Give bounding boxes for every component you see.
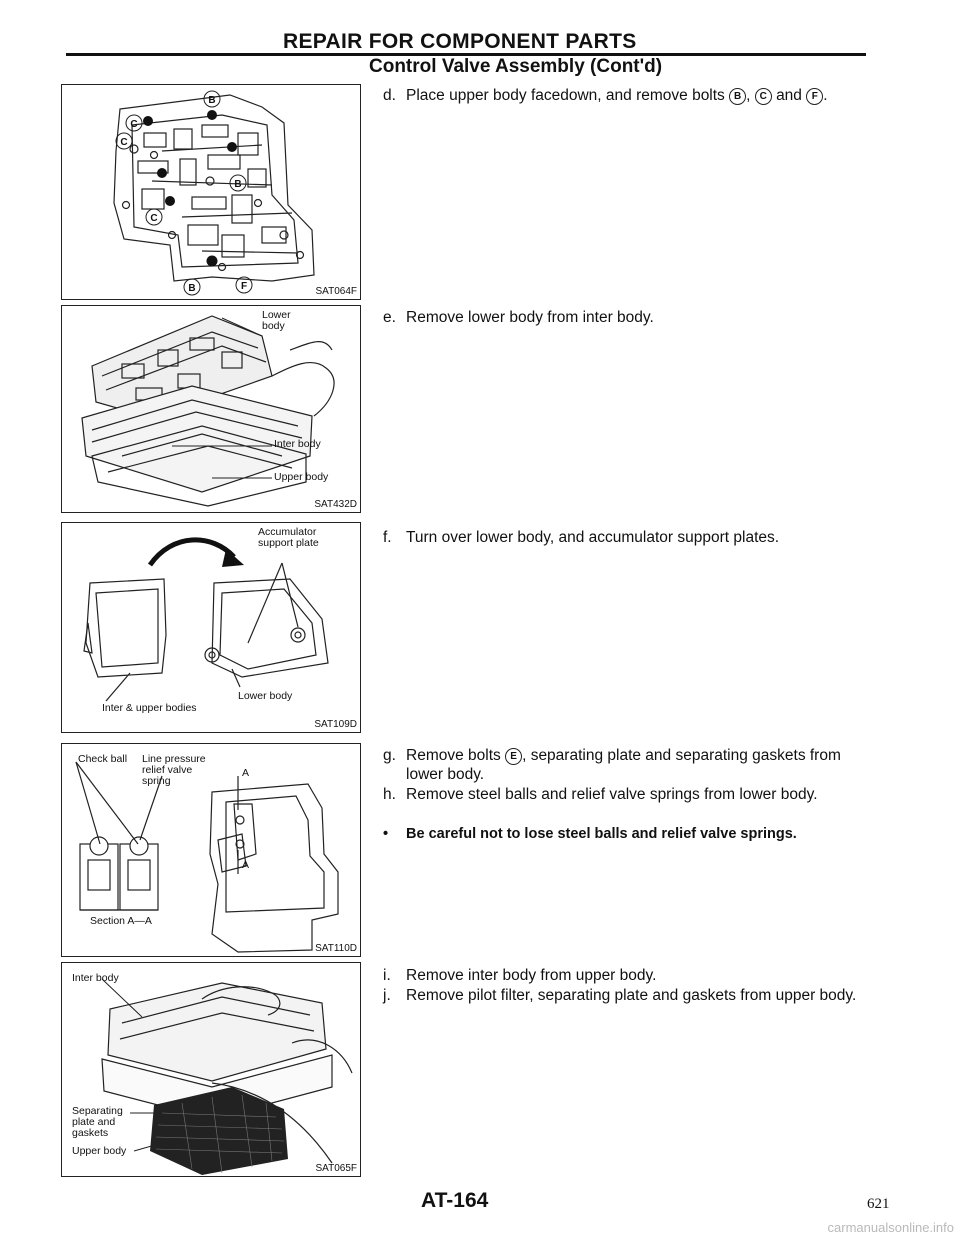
bolt-label-f: F [240,281,248,292]
step-text: Remove pilot filter, separating plate and gaskets from upper body. [406,987,857,1004]
page-number: 621 [867,1196,890,1212]
bolt-label-c: C [130,119,138,130]
figure-sat110d [61,743,361,957]
bolt-label-b: B [208,95,216,106]
figure-code: SAT432D [314,499,357,510]
step-text: Turn over lower body, and accumulator support plates. [406,529,780,546]
step-text: Remove lower body from inter body. [406,309,654,326]
callout-section-a-a: Section A—A [90,915,152,927]
bolt-label-c: C [150,213,158,224]
figure-code: SAT109D [314,719,357,730]
step-marker: i. [383,967,391,984]
step-text: Remove steel balls and relief valve springs from lower body. [406,786,818,803]
bolt-symbol-b: B [729,88,746,105]
figure-code: SAT065F [315,1163,357,1174]
bolt-label-c: C [120,137,128,148]
step-marker: g. [383,747,396,764]
step-h [383,785,873,804]
figure-code: SAT110D [315,943,357,954]
step-text: Place upper body facedown, and remove bolts B , C and F . [406,87,828,104]
callout-separating-plate-and-gaskets: Separating plate and gaskets [72,1105,123,1139]
callout-upper-body: Upper body [72,1145,127,1157]
step-marker: h. [383,786,396,803]
callout-inter-body: Inter body [72,972,119,984]
callout-inter-body: Inter body [274,438,321,450]
figure-sat064f [61,84,361,300]
callout-lower-body: Lower body [262,309,291,332]
watermark: carmanualsonline.info [827,1220,954,1235]
bolt-label-b: B [188,283,196,294]
callout-upper-body: Upper body [274,471,329,483]
step-text: Remove inter body from upper body. [406,967,657,984]
bolt-label-b: B [234,179,242,190]
callout-check-ball: Check ball [78,753,128,765]
step-marker: j. [383,987,391,1004]
section-marker-a: A [242,859,250,871]
step-marker: f. [383,529,392,546]
page-header-title: REPAIR FOR COMPONENT PARTS [283,30,637,53]
step-i [383,966,873,985]
step-f [383,528,873,547]
caution-text: Be careful not to lose steel balls and relief valve springs. [406,826,797,842]
step-j [383,986,873,1005]
callout-lower-body: Lower body [238,690,293,702]
caution-note [383,825,873,844]
section-title: Control Valve Assembly (Cont'd) [369,56,663,77]
bolt-symbol-f: F [806,88,823,105]
valve-body-bolt-diagram [62,85,362,301]
figure-code: SAT064F [315,286,357,297]
step-e [383,308,873,327]
callout-inter-upper-bodies: Inter & upper bodies [102,702,197,714]
bolt-symbol-c: C [755,88,772,105]
callout-line-pressure-relief-valve-spring: Line pressure relief valve spring [142,753,206,787]
step-g [383,746,873,784]
figure-sat065f [61,962,361,1177]
bolt-symbol-e: E [505,748,522,765]
callout-accumulator-support-plate: Accumulator support plate [258,526,319,549]
bullet-icon: • [383,826,389,842]
step-text: Remove bolts E , separating plate and separating gaskets from lower body. [406,747,841,783]
figure-sat432d [61,305,361,513]
page-code: AT-164 [421,1189,489,1212]
step-marker: d. [383,87,396,104]
section-marker-a: A [242,767,250,779]
step-d [383,86,873,105]
step-marker: e. [383,309,396,326]
figure-sat109d [61,522,361,733]
